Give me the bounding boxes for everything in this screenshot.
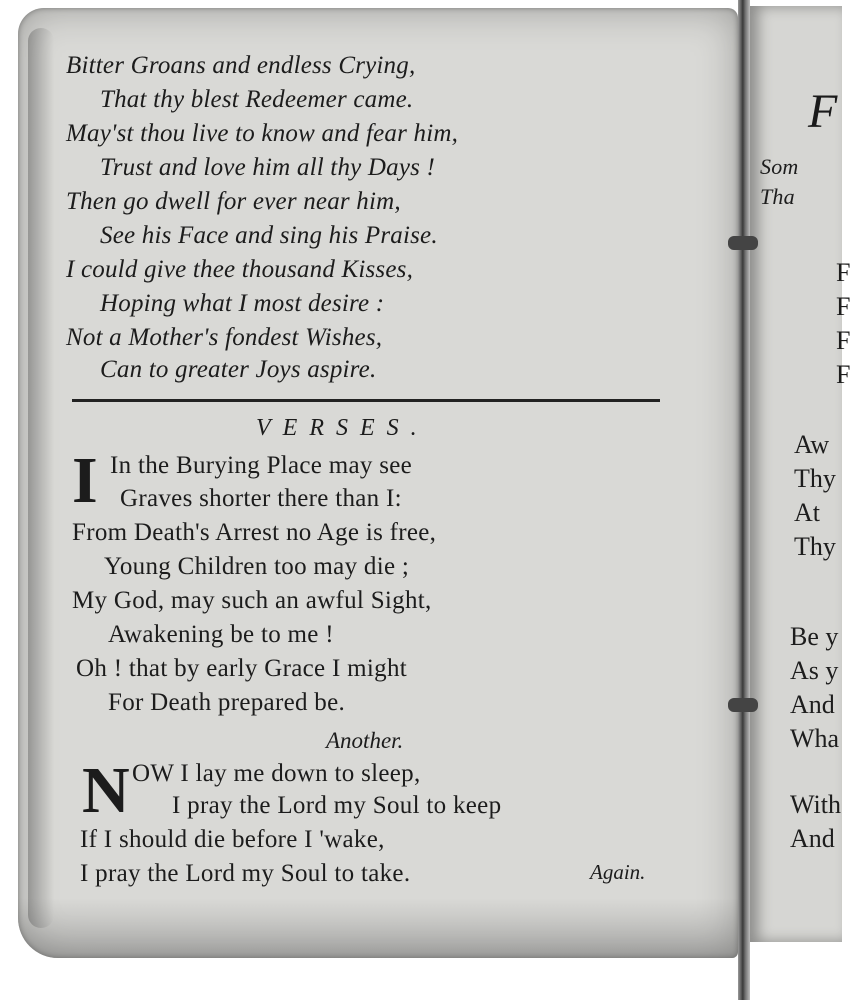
verse-line: In the Burying Place may see — [110, 452, 413, 479]
verse-line: Young Children too may die ; — [104, 553, 410, 580]
right-line: At — [794, 498, 820, 527]
verse-line: Awakening be to me ! — [108, 621, 334, 648]
verses-dropcap: I — [72, 444, 98, 517]
prayer-line: If I should die before I 'wake, — [80, 826, 385, 853]
right-line: Thy — [794, 464, 836, 493]
stanza-line: I could give thee thousand Kisses, — [66, 256, 414, 283]
another-dropcap: N — [82, 754, 130, 827]
right-line: Wha — [790, 724, 840, 753]
verse-line: Graves shorter there than I: — [120, 485, 402, 512]
right-line: With — [790, 790, 841, 819]
section-divider — [72, 399, 660, 402]
stanza-line: Then go dwell for ever near him, — [66, 188, 401, 215]
stanza-line: Trust and love him all thy Days ! — [100, 154, 436, 181]
right-line: F — [836, 326, 850, 355]
right-line: And — [790, 824, 835, 853]
right-line: Tha — [760, 184, 795, 209]
right-line: F — [836, 258, 850, 287]
verse-line: My God, may such an awful Sight, — [72, 587, 432, 614]
right-line: Aw — [794, 430, 830, 459]
prayer-line: I pray the Lord my Soul to take. — [80, 860, 411, 887]
stanza-line: Not a Mother's fondest Wishes, — [66, 324, 383, 351]
right-line: Som — [760, 154, 799, 179]
stanza-line: Hoping what I most desire : — [100, 290, 385, 317]
prayer-line: I pray the Lord my Soul to keep — [172, 792, 502, 819]
right-line: F — [836, 292, 850, 321]
right-line: Be y — [790, 622, 839, 651]
stanza-line: That thy blest Redeemer came. — [100, 86, 414, 113]
right-page-title: F — [808, 85, 838, 138]
verse-line: From Death's Arrest no Age is free, — [72, 519, 437, 546]
right-line: Thy — [794, 532, 836, 561]
verse-line: Oh ! that by early Grace I might — [76, 655, 408, 682]
catchword: Again. — [590, 860, 646, 884]
verse-line: For Death prepared be. — [108, 689, 346, 716]
verses-heading: VERSES. — [256, 415, 429, 441]
stanza-line: Bitter Groans and endless Crying, — [66, 52, 416, 79]
right-line: F — [836, 360, 850, 389]
stanza-line: May'st thou live to know and fear him, — [66, 120, 459, 147]
prayer-line: OW I lay me down to sleep, — [132, 760, 421, 787]
stanza-line: Can to greater Joys aspire. — [100, 356, 377, 383]
stanza-line: See his Face and sing his Praise. — [100, 222, 438, 249]
right-line: And — [790, 690, 835, 719]
another-heading: Another. — [326, 728, 404, 753]
right-line: As y — [790, 656, 839, 685]
